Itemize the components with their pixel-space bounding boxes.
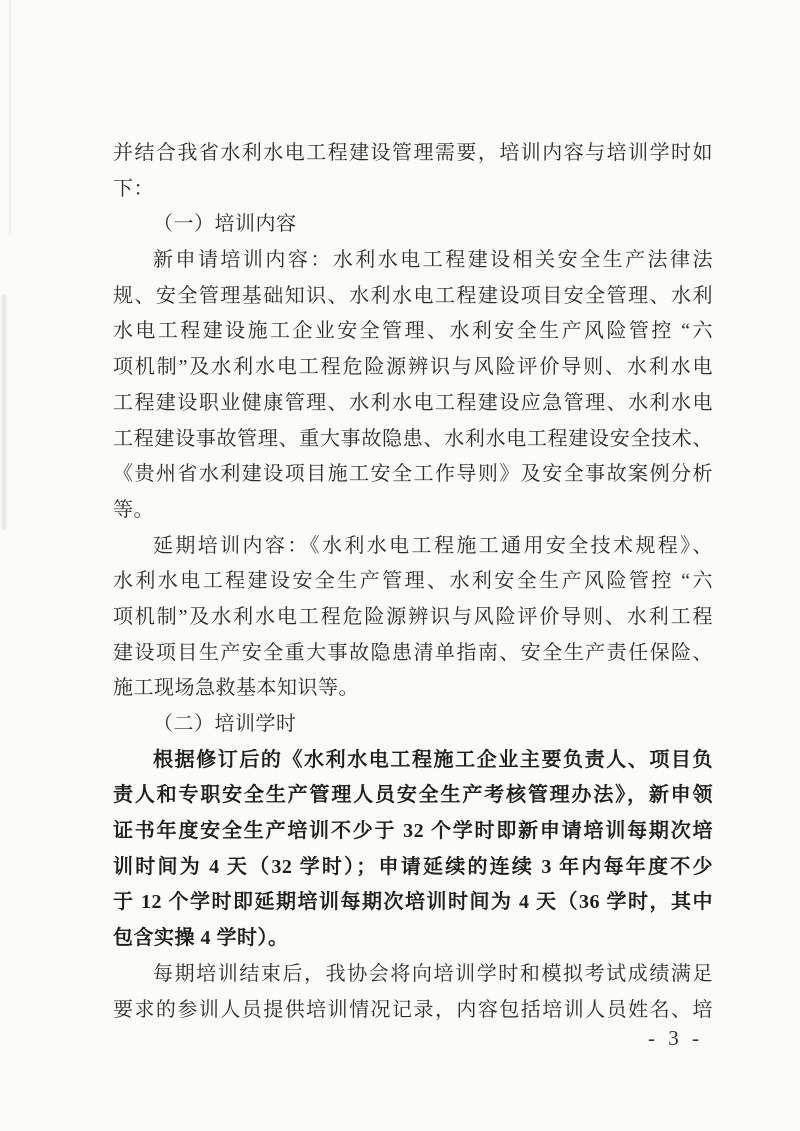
text-line: 根据修订后的《水利水电工程施工企业主要负责人、项目负 xyxy=(153,748,713,771)
scan-artifact-line xyxy=(9,0,11,235)
text-line: 建设项目生产安全重大事故隐患清单指南、安全生产责任保险、 xyxy=(113,641,713,664)
text-line: 施工现场急救基本知识等。 xyxy=(113,677,359,700)
text-line: 项机制”及水利水电工程危险源辨识与风险评价导则、水利工程 xyxy=(113,605,713,628)
text-line: 并结合我省水利水电工程建设管理需要，培训内容与培训学时如 xyxy=(113,142,713,164)
text-line: 等。 xyxy=(113,498,154,521)
text-line: 证书年度安全生产培训不少于 32 个学时即新申请培训每期次培 xyxy=(113,820,713,843)
document-body xyxy=(113,136,713,1028)
text-line: 每期培训结束后，我协会将向培训学时和模拟考试成绩满足 xyxy=(153,962,713,985)
text-line: 于 12 个学时即延期培训每期次培训时间为 4 天（36 学时，其中 xyxy=(113,891,713,914)
text-line: 新申请培训内容：水利水电工程建设相关安全生产法律法 xyxy=(153,249,713,272)
scan-artifact-streak xyxy=(2,295,6,530)
text-line: 责人和专职安全生产管理人员安全生产考核管理办法》，新申领 xyxy=(113,784,713,807)
text-line: 延期培训内容：《水利水电工程施工通用安全技术规程》、 xyxy=(153,534,713,557)
page-number: - 3 - xyxy=(648,1026,703,1050)
text-line: 水电工程建设施工企业安全管理、水利安全生产风险管控 “六 xyxy=(113,320,713,343)
text-line: 要求的参训人员提供培训情况记录，内容包括培训人员姓名、培 xyxy=(113,998,713,1021)
text-line: 下： xyxy=(113,177,154,200)
text-line: 规、安全管理基础知识、水利水电工程建设项目安全管理、水利 xyxy=(113,284,713,307)
text-line: （一）培训内容 xyxy=(153,213,297,236)
text-line: 包含实操 4 学时）。 xyxy=(113,927,289,950)
text-line: 训时间为 4 天（32 学时）；申请延续的连续 3 年内每年度不少 xyxy=(113,855,713,878)
text-line: 工程建设事故管理、重大事故隐患、水利水电工程建设安全技术、 xyxy=(113,427,713,450)
text-line: （二）培训学时 xyxy=(153,713,297,735)
text-line: 项机制”及水利水电工程危险源辨识与风险评价导则、水利水电 xyxy=(113,356,713,379)
text-line: 水利水电工程建设安全生产管理、水利安全生产风险管控 “六 xyxy=(113,570,713,593)
text-line: 工程建设职业健康管理、水利水电工程建设应急管理、水利水电 xyxy=(113,391,713,414)
text-line: 《贵州省水利建设项目施工安全工作导则》及安全事故案例分析 xyxy=(113,463,713,486)
